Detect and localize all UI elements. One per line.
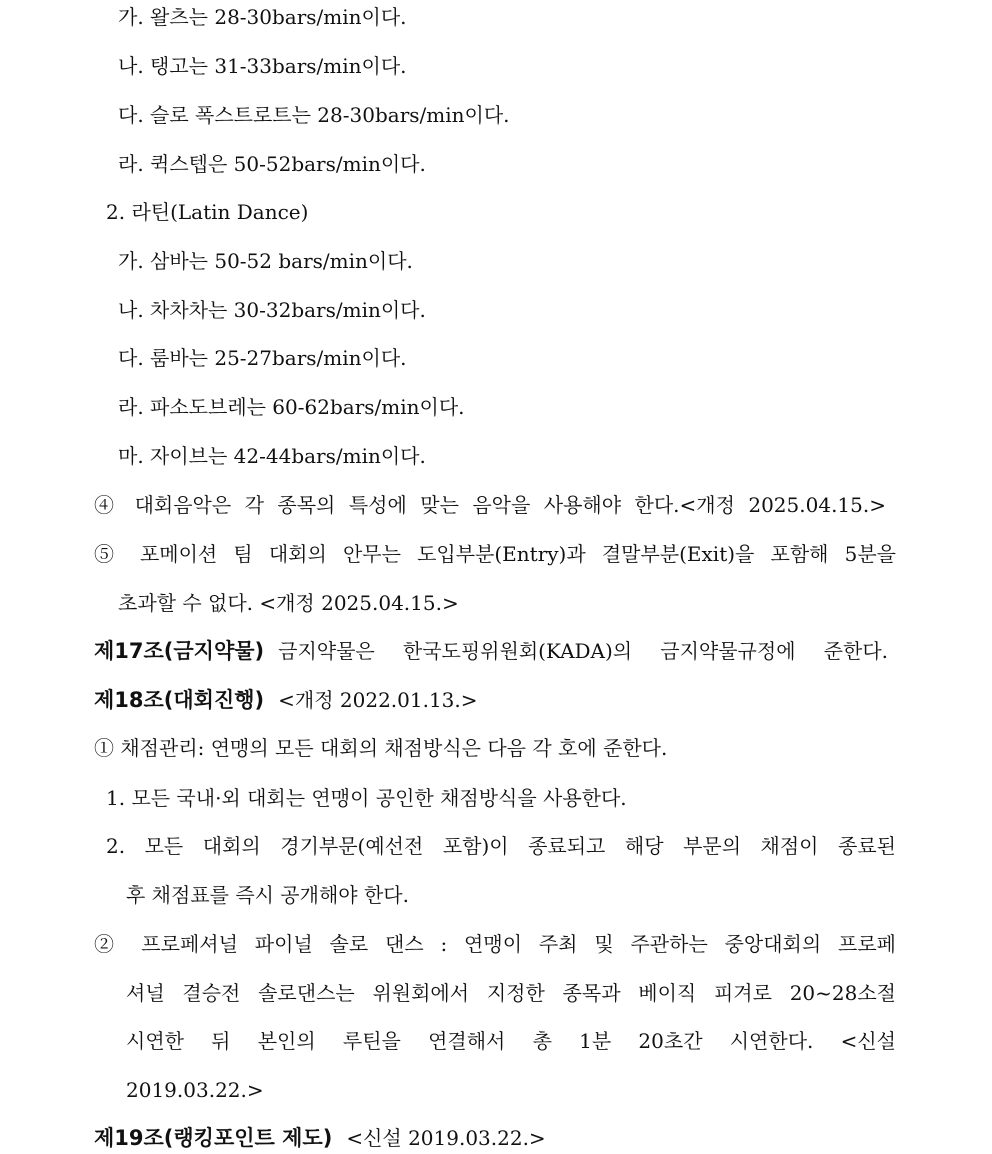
latin-item-chachacha: 나. 차차차는 30-32bars/min이다.: [118, 298, 426, 322]
article-18-item-2-line-2: 후 채점표를 즉시 공개해야 한다.: [126, 883, 409, 907]
paragraph-4: ④ 대회음악은 각 종목의 특성에 맞는 음악을 사용해야 한다.<개정 2025.04.15.>: [94, 493, 886, 517]
article-18-text: <개정 2022.01.13.>: [278, 688, 478, 712]
latin-item-rumba: 다. 룸바는 25-27bars/min이다.: [118, 346, 407, 370]
latin-item-pasodoble: 라. 파소도브레는 60-62bars/min이다.: [118, 395, 465, 419]
article-19: [94, 1124, 546, 1152]
article-17-text: 금지약물은 한국도핑위원회(KADA)의 금지약물규정에 준한다.: [278, 639, 888, 663]
article-18-paragraph-2-line-3: 시연한 뒤 본인의 루틴을 연결해서 총 1분 20초간 시연한다. <신설: [126, 1029, 896, 1053]
ballroom-item-waltz: 가. 왈츠는 28-30bars/min이다.: [118, 5, 407, 29]
paragraph-5-line-2: 초과할 수 없다. <개정 2025.04.15.>: [118, 591, 459, 615]
latin-heading: 2. 라틴(Latin Dance): [106, 200, 309, 224]
article-18-item-1: 1. 모든 국내·외 대회는 연맹이 공인한 채점방식을 사용한다.: [106, 786, 627, 810]
ballroom-item-tango: 나. 탱고는 31-33bars/min이다.: [118, 54, 407, 78]
ballroom-item-slow-foxtrot: 다. 슬로 폭스트로트는 28-30bars/min이다.: [118, 103, 510, 127]
article-17: [94, 637, 888, 665]
article-19-text: <신설 2019.03.22.>: [346, 1126, 546, 1150]
article-18-paragraph-2-line-1: ② 프로페셔널 파이널 솔로 댄스 : 연맹이 주최 및 주관하는 중앙대회의 프로페: [94, 932, 896, 956]
ballroom-item-quickstep: 라. 퀵스텝은 50-52bars/min이다.: [118, 152, 426, 176]
article-18-title: 제18조(대회진행): [94, 688, 265, 712]
article-18: [94, 686, 478, 714]
article-17-title: 제17조(금지약물): [94, 639, 265, 663]
latin-item-jive: 마. 자이브는 42-44bars/min이다.: [118, 444, 426, 468]
paragraph-5-line-1: ⑤ 포메이션 팀 대회의 안무는 도입부분(Entry)과 결말부분(Exit)을 포함해 5분을: [94, 542, 896, 566]
article-18-paragraph-2-line-2: 셔널 결승전 솔로댄스는 위원회에서 지정한 종목과 베이직 피겨로 20~28소절: [126, 981, 896, 1005]
article-19-title: 제19조(랭킹포인트 제도): [94, 1126, 333, 1150]
article-18-item-2-line-1: 2. 모든 대회의 경기부문(예선전 포함)이 종료되고 해당 부문의 채점이 종료된: [106, 834, 896, 858]
article-18-paragraph-2-line-4: 2019.03.22.>: [126, 1078, 264, 1102]
article-18-paragraph-1: ① 채점관리: 연맹의 모든 대회의 채점방식은 다음 각 호에 준한다.: [94, 736, 668, 760]
latin-item-samba: 가. 삼바는 50-52 bars/min이다.: [118, 249, 413, 273]
